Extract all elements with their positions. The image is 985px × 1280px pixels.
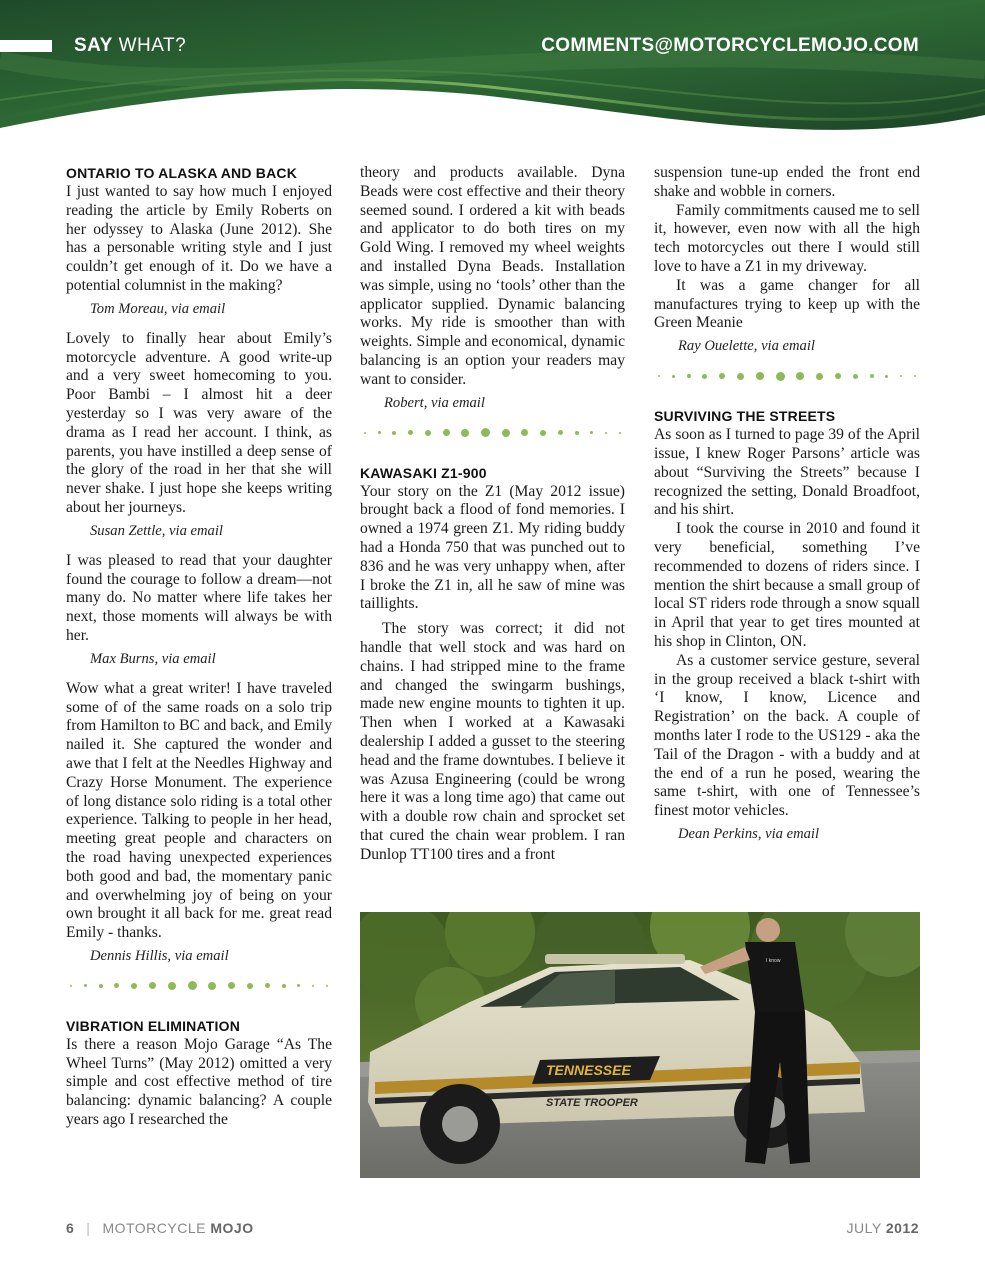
column-1 bbox=[66, 164, 332, 1130]
column-3 bbox=[654, 164, 920, 843]
header-banner bbox=[0, 0, 985, 150]
letter-signature: Susan Zettle, via email bbox=[90, 522, 223, 539]
letter-signature: Robert, via email bbox=[384, 394, 485, 411]
dot-divider bbox=[360, 426, 625, 440]
letter-paragraph: Lovely to finally hear about Emily’s motorcycle adventure. A good write-up and a very sweet homecoming to you. Poor Bambi – I almost hit a deer yesterday so I was very aware of the drama as I read her account. I think, as parents, you have instilled a deep sense of the glory of the road in her that she will never shake. I just hope she keeps writing about her journeys. bbox=[66, 329, 332, 516]
photo-illustration bbox=[360, 912, 920, 1178]
footer-issue-date bbox=[847, 1220, 920, 1236]
letter-signature: Dean Perkins, via email bbox=[678, 825, 820, 842]
door-subtext: STATE TROOPER bbox=[546, 1097, 638, 1109]
header-accent-bar bbox=[0, 40, 52, 52]
letter-paragraph: As a customer service gesture, several in the group received a black t-shirt with ‘I know, I know, Licence and Registration’ on the back. A couple of months later I rode to the US129 - aka the Tail of the Dragon - with a buddy and at the end of a run he posed, wearing the same t-shirt, with one of Tennessee’s finest motor vehicles. bbox=[654, 651, 920, 820]
page-number: 6 bbox=[66, 1220, 75, 1236]
section-title bbox=[74, 35, 186, 57]
letter-paragraph: suspension tune-up ended the front end shake and wobble in corners. bbox=[654, 164, 920, 200]
magazine-name-bold: MOJO bbox=[210, 1220, 254, 1236]
door-text: TENNESSEE bbox=[546, 1062, 631, 1078]
letter-paragraph: I took the course in 2010 and found it very beneficial, something I’ve recommended to dozens of riders since. I mention the shirt because a small group of local ST riders rode through a snow squall in April that year to get tires mounted at his shop in Clinton, ON. bbox=[654, 520, 920, 650]
letter-paragraph: The story was correct; it did not handle that well stock and was hard on chains. I had stripped mine to the frame and changed the swingarm bushings, made new engine mounts to tighten it up. Then when I worked at a Kawasaki dealership I added a gusset to the steering head and the frame downtubes. I believe it was Azusa Engineering (could be wrong here it was a long time ago) that came out with a double row chain and sprocket set that cured the chain wear problem. I ran Dunlop TT100 tires and a front bbox=[360, 620, 625, 863]
letter-signature: Dennis Hillis, via email bbox=[90, 947, 229, 964]
svg-text:I know: I know bbox=[766, 958, 781, 964]
letter-paragraph: I just wanted to say how much I enjoyed reading the article by Emily Roberts on her odyssey to Alaska (June 2012). She has a personable writing style and I just couldn’t get enough of it. Do we have a potential columnist in the making? bbox=[66, 183, 332, 294]
issue-month: JULY bbox=[846, 1220, 886, 1236]
issue-year: 2012 bbox=[885, 1220, 919, 1236]
heading-surviving-the-streets: SURVIVING THE STREETS bbox=[654, 408, 836, 425]
letter-paragraph: Wow what a great writer! I have traveled some of of the same roads on a solo trip from Hamilton to BC and back, and Emily nailed it. She captured the wonder and awe that I felt at the Needles Highway and Crazy Horse Monument. The experience of long distance solo riding is a total other experience. Talking to people in her head, meeting great people and characters on the road having unexpected experiences both good and bad, the momentary panic and overwhelming joy of being on your own brought it all back for me. great read Emily - thanks. bbox=[66, 679, 332, 942]
letter-paragraph: Family commitments caused me to sell it, however, even now with all the high tech motorcycles out there I would still love to have a Z1 in my driveway. bbox=[654, 201, 920, 275]
letter-paragraph: Is there a reason Mojo Garage “As The Wheel Turns” (May 2012) omitted a very simple and cost effective method of tire balancing: dynamic balancing? A couple years ago I researched the bbox=[66, 1035, 332, 1129]
letter-signature: Max Burns, via email bbox=[90, 650, 216, 667]
dot-divider bbox=[654, 369, 920, 383]
section-title-rest: WHAT? bbox=[112, 35, 187, 56]
heading-ontario-to-alaska: ONTARIO TO ALASKA AND BACK bbox=[66, 165, 298, 181]
trooper-car-photo bbox=[360, 912, 920, 1178]
heading-vibration-elimination: VIBRATION ELIMINATION bbox=[66, 1017, 241, 1034]
letter-paragraph: I was pleased to read that your daughter found the courage to follow a dream—not many do. No matter where life takes her next, those moments will always be with her. bbox=[66, 551, 332, 644]
header-background bbox=[0, 0, 985, 150]
letter-paragraph: theory and products available. Dyna Beads were cost effective and their theory seemed sound. I ordered a kit with beads and applicator to do both tires on my Gold Wing. I removed my wheel weights and installed Dyna Beads. Installation was simple, using no ‘tools’ other than the applicator supplied. Dynamic balancing works. My ride is smoother than with weights. Simple and economical, dynamic balancing is an option your readers may want to consider. bbox=[360, 164, 625, 388]
section-title-bold: SAY bbox=[74, 35, 113, 56]
letter-paragraph: It was a game changer for all manufactures trying to keep up with the Green Meanie bbox=[654, 276, 920, 332]
heading-kawasaki-z1: KAWASAKI Z1-900 bbox=[360, 464, 487, 481]
magazine-name-light: MOTORCYCLE bbox=[102, 1220, 211, 1236]
letter-paragraph: Your story on the Z1 (May 2012 issue) brought back a flood of fond memories. I owned a 1974 green Z1. My riding buddy had a Honda 750 that was punched out to 836 and he was very unhappy when, after I broke the Z1 in, all he saw of mine was taillights. bbox=[360, 482, 625, 613]
letter-signature: Ray Ouelette, via email bbox=[678, 338, 815, 355]
dot-divider bbox=[66, 979, 332, 993]
letter-signature: Tom Moreau, via email bbox=[90, 300, 226, 317]
footer-separator: | bbox=[86, 1220, 91, 1236]
contact-email[interactable]: COMMENTS@MOTORCYCLEMOJO.COM bbox=[541, 35, 919, 56]
column-2 bbox=[360, 164, 625, 865]
letter-paragraph: As soon as I turned to page 39 of the April issue, I knew Roger Parsons’ article was about “Surviving the Streets” because I recognized the setting, Donald Broadfoot, and his shirt. bbox=[654, 426, 920, 519]
footer-folio bbox=[66, 1220, 254, 1236]
